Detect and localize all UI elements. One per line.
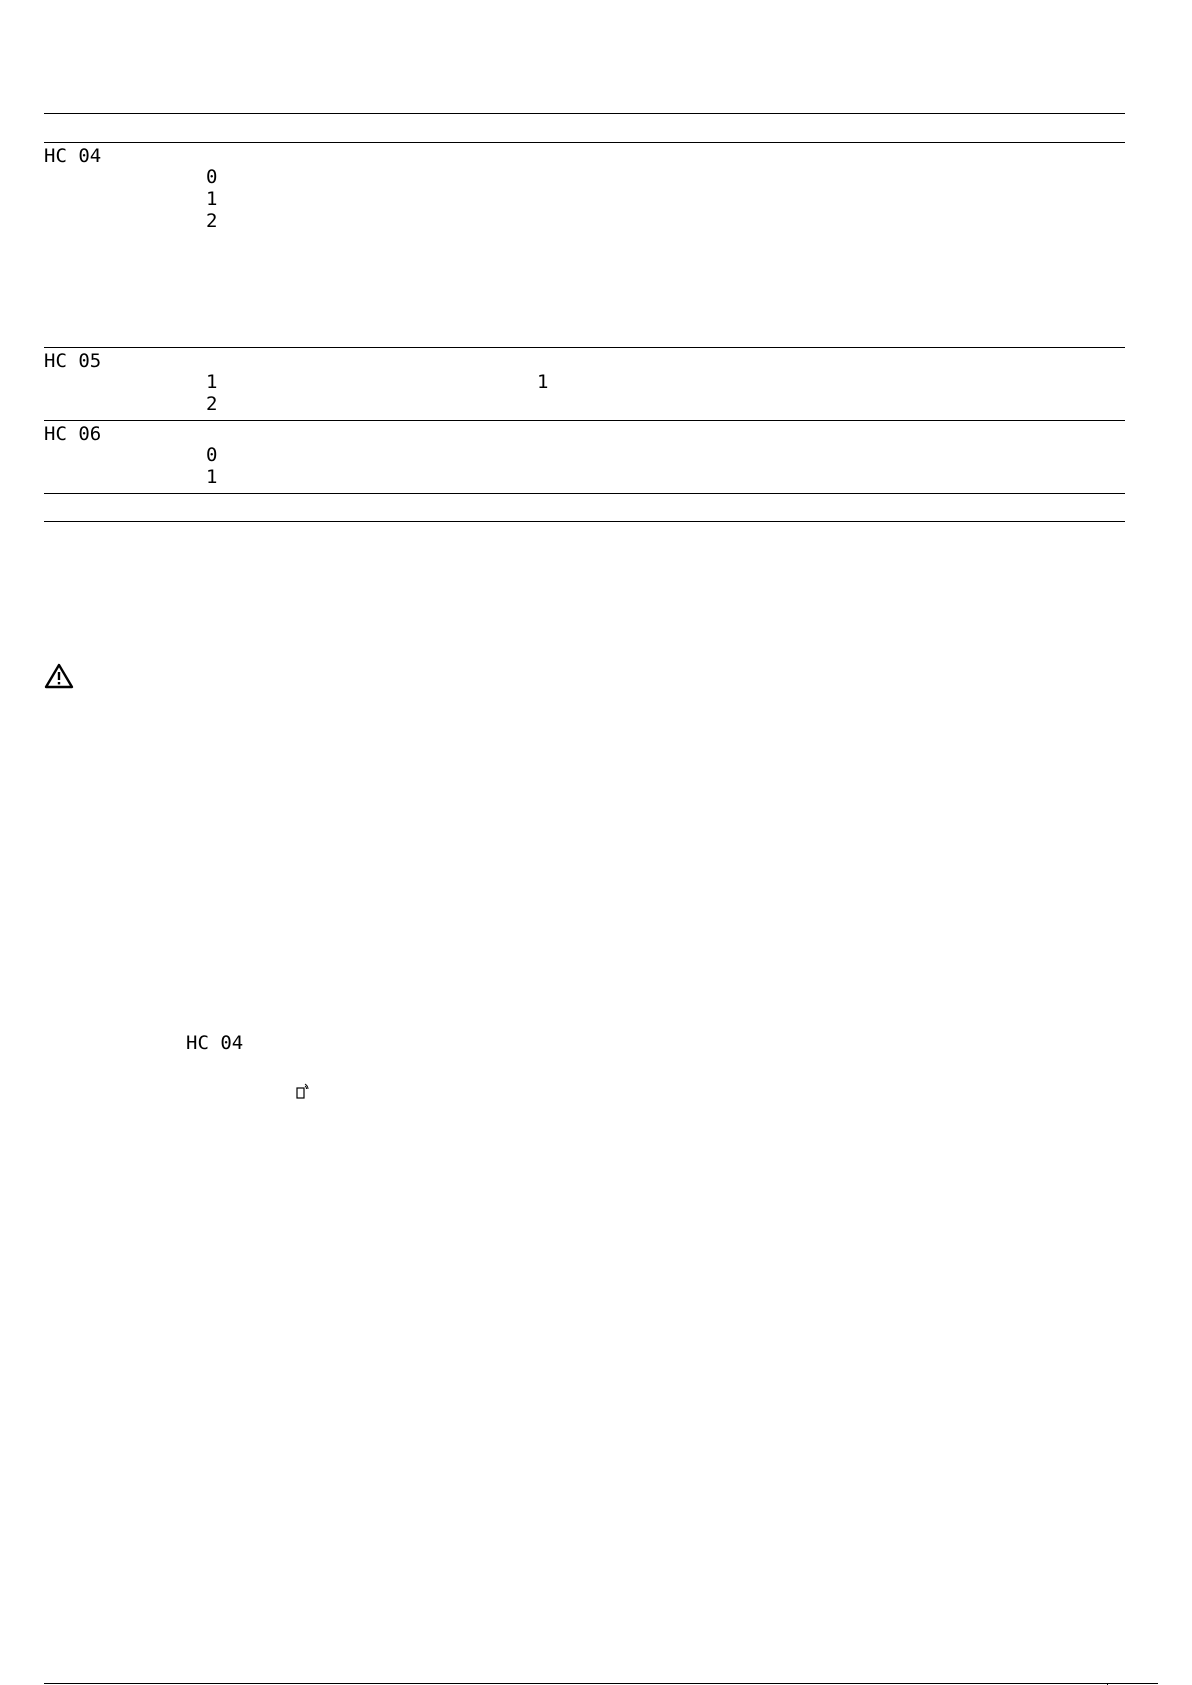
setting-value: 0: [206, 444, 218, 466]
setting-value: 2: [206, 210, 218, 232]
row-divider: [44, 493, 1125, 494]
table-header-rule: [44, 142, 1125, 143]
setting-value: 1: [206, 371, 218, 393]
setting-value: 1: [206, 188, 218, 210]
setting-code-hc05: HC 05: [44, 350, 102, 372]
setting-code-hc06: HC 06: [44, 423, 102, 445]
setting-value: 2: [206, 393, 218, 415]
table-bottom-rule: [44, 521, 1125, 522]
remote-start-icon: [296, 1082, 310, 1100]
setting-value: 0: [206, 166, 218, 188]
setting-code-hc04: HC 04: [44, 145, 102, 167]
setting-value: 1: [206, 466, 218, 488]
table-top-rule: [44, 113, 1125, 114]
warning-triangle-icon: [44, 663, 74, 689]
inline-setting-code: HC 04: [186, 1032, 244, 1054]
row-divider: [44, 347, 1125, 348]
row-divider: [44, 420, 1125, 421]
footer-rule: [44, 1683, 1158, 1684]
setting-value-inline: 1: [537, 371, 549, 393]
